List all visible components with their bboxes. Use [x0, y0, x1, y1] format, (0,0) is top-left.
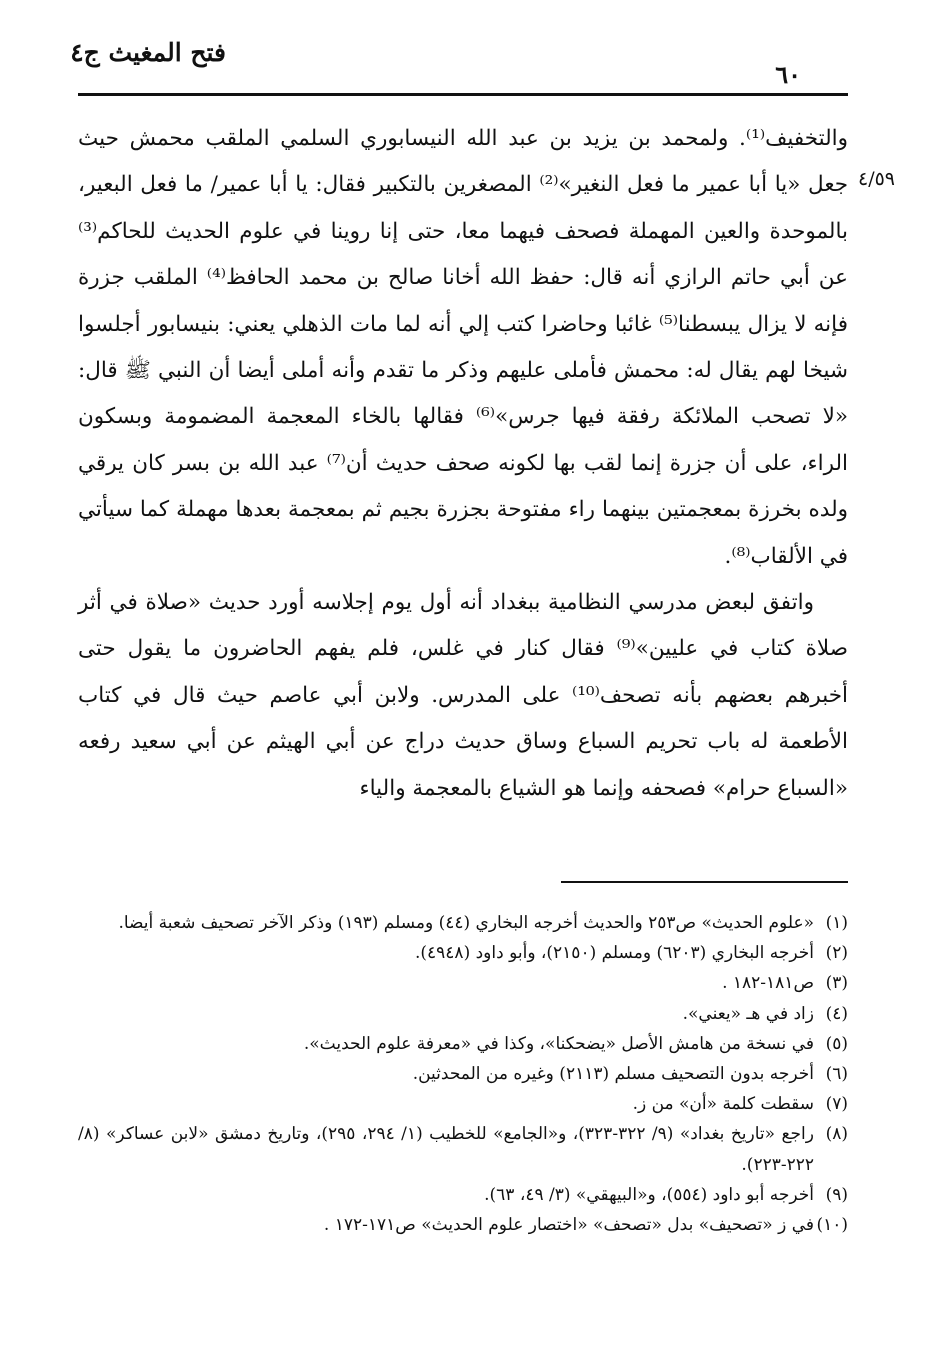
footnote-number: (٨) [825, 1124, 848, 1145]
header-divider [78, 93, 848, 96]
footnote-item [78, 1119, 848, 1179]
footnotes [78, 908, 848, 1240]
margin-manuscript-reference: ٤/٥٩ [858, 168, 896, 190]
footnote-item [78, 1180, 848, 1210]
footnote-text: في ز «تصحيف» بدل «تصحف» «اختصار علوم الحديث» ص١٧١-١٧٢ . [323, 1215, 814, 1236]
footnote-text: راجع «تاريخ بغداد» (٩/ ٣٢٢-٣٢٣)، و«الجامع» للخطيب (١/ ٢٩٤، ٢٩٥)، وتاريخ دمشق «لابن عساكر» (٨/ ٢٢٢-٢٢٣). [78, 1124, 814, 1175]
footnote-item [78, 999, 848, 1029]
footnote-text: ص١٨١-١٨٢ . [722, 973, 814, 994]
footnote-number: (٦) [825, 1064, 848, 1085]
footnote-number: (٥) [825, 1033, 848, 1054]
footnote-item [78, 1089, 848, 1119]
footnote-text: سقطت كلمة «أن» من ز. [632, 1094, 814, 1115]
footnote-item [78, 968, 848, 998]
footnote-number: (٧) [825, 1094, 848, 1115]
footnote-text: زاد في هـ «يعني». [682, 1003, 814, 1024]
running-header-title: فتح المغيث ج٤ [70, 38, 226, 67]
footnote-text: أخرجه أبو داود (٥٥٤)، و«البيهقي» (٣/ ٤٩، ٦٣). [484, 1184, 814, 1205]
main-text [78, 116, 848, 812]
footnote-number: (٢) [825, 943, 848, 964]
footnote-number: (١) [825, 913, 848, 933]
footnote-item [78, 938, 848, 968]
footnote-item [78, 1210, 848, 1240]
footnote-number: (٩) [825, 1184, 848, 1205]
footnote-number: (٣) [825, 973, 848, 994]
footnote-item [78, 1029, 848, 1059]
paragraph: والتخفيف⁽¹⁾. ولمحمد بن يزيد بن عبد الله النيسابوري السلمي الملقب محمش حيث جعل «يا أبا عمير ما فعل النغير»⁽²⁾ المصغرين بالتكبير فقال: يا أبا عمير/ ما فعل البعير، بالموحدة والعين المهملة فصحف فيهما معا، حتى إنا روينا في علوم الحديث للحاكم⁽³⁾ عن أبي حاتم الرازي أنه قال: حفظ الله أخانا صالح بن محمد الحافظ⁽⁴⁾ الملقب جزرة فإنه لا يزال يبسطنا⁽⁵⁾ غائبا وحاضرا كتب إلي أنه لما مات الذهلي يعني: بنيسابور أجلسوا شيخا لهم يقال له: محمش فأملى عليهم وذكر ما تقدم وأنه أملى أيضا أن النبي ﷺ قال: «لا تصحب الملائكة رفقة فيها جرس»⁽⁶⁾ فقالها بالخاء المعجمة المضمومة وبسكون الراء، على أن جزرة إنما لقب بها لكونه صحف حديث أن⁽⁷⁾ عبد الله بن بسر كان يرقي ولده بخرزة بمعجمتين بينهما راء مفتوحة بجزرة بجيم ثم بمعجمة بعدها مهملة كما سيأتي في الألقاب⁽⁸⁾. [78, 126, 849, 569]
footnote-text: أخرجه بدون التصحيف مسلم (٢١١٣) وغيره من المحدثين. [412, 1064, 814, 1085]
footnote-text: في نسخة من هامش الأصل «يضحكنا»، وكذا في «معرفة علوم الحديث». [303, 1033, 814, 1054]
footnote-divider [561, 881, 848, 883]
footnote-item [78, 1059, 848, 1089]
footnote-text: أخرجه البخاري (٦٢٠٣) ومسلم (٢١٥٠)، وأبو داود (٤٩٤٨). [414, 943, 814, 964]
footnote-number: (١٠) [816, 1215, 848, 1236]
paragraph: واتفق لبعض مدرسي النظامية ببغداد أنه أول يوم إجلاسه أورد حديث «صلاة في أثر صلاة كتاب في عليين»⁽⁹⁾ فقال كنار في غلس، فلم يفهم الحاضرون ما يقول حتى أخبرهم بعضهم بأنه تصحف⁽¹⁰⁾ على المدرس. ولابن أبي عاصم حيث قال في كتاب الأطعمة له باب تحريم السباع وساق حديث دراج عن أبي الهيثم عن أبي سعيد رفعه «السباع حرام» فصحفه وإنما هو الشياع بالمعجمة والياء [78, 590, 848, 801]
footnote-number: (٤) [825, 1003, 848, 1024]
page-number: ٦٠ [775, 60, 801, 89]
footnote-item [78, 908, 848, 938]
footnote-text: «علوم الحديث» ص٢٥٣ والحديث أخرجه البخاري (٤٤) ومسلم (١٩٣) وذكر الآخر تصحيف شعبة أيضا. [118, 913, 814, 933]
